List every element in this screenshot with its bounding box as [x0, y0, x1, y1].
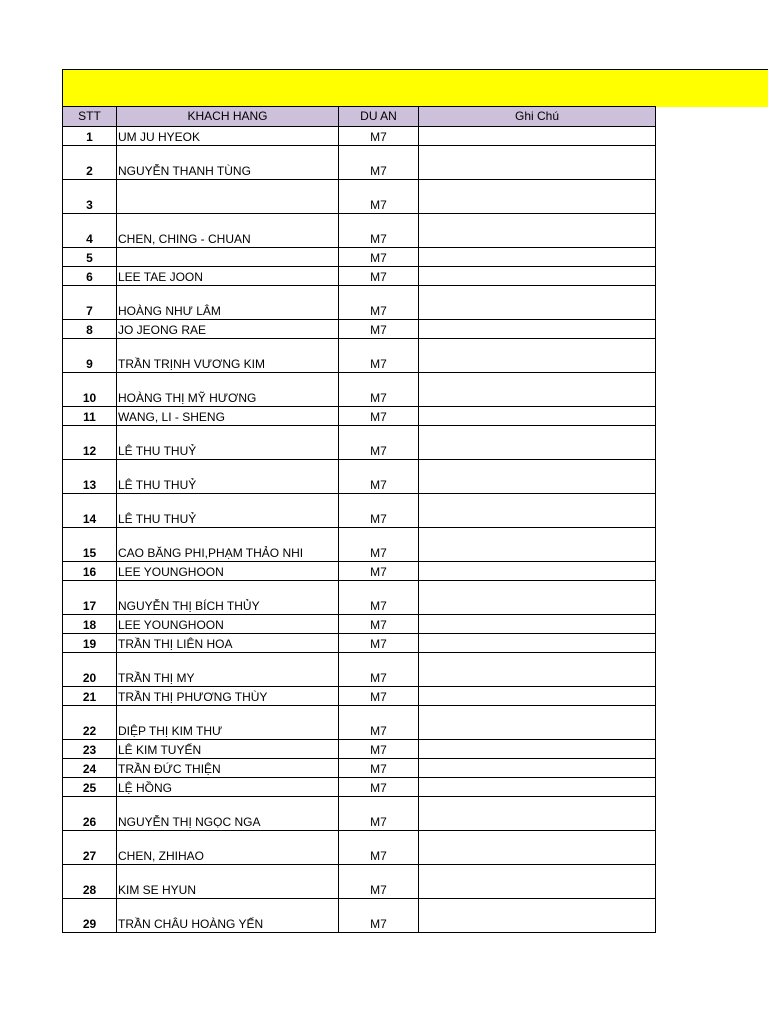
cell-project[interactable]: M7: [339, 687, 419, 706]
table-row: [63, 562, 656, 581]
cell-project[interactable]: M7: [339, 248, 419, 267]
table-row: [63, 653, 656, 687]
table-row: [63, 778, 656, 797]
cell-note[interactable]: [419, 899, 656, 933]
table-row: [63, 831, 656, 865]
cell-note[interactable]: [419, 320, 656, 339]
table-row: [63, 267, 656, 286]
cell-customer[interactable]: HOÀNG THỊ MỸ HƯƠNG: [117, 373, 339, 407]
cell-stt[interactable]: 16: [63, 562, 117, 581]
cell-project[interactable]: M7: [339, 407, 419, 426]
cell-note[interactable]: [419, 653, 656, 687]
cell-stt[interactable]: 5: [63, 248, 117, 267]
cell-project[interactable]: M7: [339, 286, 419, 320]
cell-project[interactable]: M7: [339, 634, 419, 653]
cell-stt[interactable]: 14: [63, 494, 117, 528]
cell-customer[interactable]: LỆ HỒNG: [117, 778, 339, 797]
cell-project[interactable]: M7: [339, 320, 419, 339]
header-customer[interactable]: KHACH HANG: [117, 107, 339, 127]
cell-project[interactable]: M7: [339, 581, 419, 615]
cell-customer[interactable]: NGUYỄN THANH TÙNG: [117, 146, 339, 180]
cell-project[interactable]: M7: [339, 759, 419, 778]
table-row: [63, 865, 656, 899]
table-row: [63, 460, 656, 494]
cell-stt[interactable]: 26: [63, 797, 117, 831]
table-row: [63, 286, 656, 320]
header-project[interactable]: DU AN: [339, 107, 419, 127]
cell-project[interactable]: M7: [339, 373, 419, 407]
cell-stt[interactable]: 18: [63, 615, 117, 634]
cell-stt[interactable]: 20: [63, 653, 117, 687]
cell-note[interactable]: [419, 740, 656, 759]
table-row: [63, 146, 656, 180]
cell-project[interactable]: M7: [339, 528, 419, 562]
cell-project[interactable]: M7: [339, 865, 419, 899]
cell-stt[interactable]: 23: [63, 740, 117, 759]
table-row: [63, 214, 656, 248]
cell-customer[interactable]: WANG, LI - SHENG: [117, 407, 339, 426]
cell-note[interactable]: [419, 562, 656, 581]
cell-project[interactable]: M7: [339, 706, 419, 740]
cell-stt[interactable]: 27: [63, 831, 117, 865]
cell-stt[interactable]: 11: [63, 407, 117, 426]
table-row: [63, 373, 656, 407]
cell-stt[interactable]: 22: [63, 706, 117, 740]
cell-note[interactable]: [419, 615, 656, 634]
cell-note[interactable]: [419, 286, 656, 320]
cell-note[interactable]: [419, 180, 656, 214]
cell-stt[interactable]: 10: [63, 373, 117, 407]
cell-stt[interactable]: 12: [63, 426, 117, 460]
table-row: [63, 320, 656, 339]
cell-customer[interactable]: NGUYỄN THỊ NGỌC NGA: [117, 797, 339, 831]
cell-note[interactable]: [419, 407, 656, 426]
cell-note[interactable]: [419, 778, 656, 797]
customer-table: [62, 106, 656, 933]
cell-note[interactable]: [419, 248, 656, 267]
cell-note[interactable]: [419, 460, 656, 494]
cell-stt[interactable]: 9: [63, 339, 117, 373]
cell-stt[interactable]: 28: [63, 865, 117, 899]
cell-customer[interactable]: LÊ THU THUỶ: [117, 426, 339, 460]
cell-project[interactable]: M7: [339, 180, 419, 214]
cell-customer[interactable]: CHEN, CHING - CHUAN: [117, 214, 339, 248]
header-note[interactable]: Ghi Chú: [419, 107, 656, 127]
cell-note[interactable]: [419, 127, 656, 146]
cell-note[interactable]: [419, 214, 656, 248]
table-row: [63, 127, 656, 146]
cell-customer[interactable]: UM JU HYEOK: [117, 127, 339, 146]
cell-note[interactable]: [419, 831, 656, 865]
cell-note[interactable]: [419, 339, 656, 373]
cell-note[interactable]: [419, 146, 656, 180]
cell-customer[interactable]: LÊ THU THUỶ: [117, 494, 339, 528]
cell-project[interactable]: M7: [339, 339, 419, 373]
cell-project[interactable]: M7: [339, 267, 419, 286]
cell-customer[interactable]: TRẦN ĐỨC THIỆN: [117, 759, 339, 778]
table-row: [63, 528, 656, 562]
cell-customer[interactable]: DIỆP THỊ KIM THƯ: [117, 706, 339, 740]
cell-project[interactable]: M7: [339, 797, 419, 831]
cell-project[interactable]: M7: [339, 831, 419, 865]
cell-stt[interactable]: 6: [63, 267, 117, 286]
cell-stt[interactable]: 13: [63, 460, 117, 494]
table-row: [63, 581, 656, 615]
cell-project[interactable]: M7: [339, 146, 419, 180]
cell-stt[interactable]: 7: [63, 286, 117, 320]
table-row: [63, 797, 656, 831]
cell-project[interactable]: M7: [339, 127, 419, 146]
table-body: [63, 127, 656, 933]
cell-customer[interactable]: LÊ THU THUỶ: [117, 460, 339, 494]
cell-note[interactable]: [419, 634, 656, 653]
cell-customer[interactable]: CAO BĂNG PHI,PHẠM THẢO NHI: [117, 528, 339, 562]
title-bar: [62, 69, 768, 107]
cell-project[interactable]: M7: [339, 899, 419, 933]
cell-stt[interactable]: 19: [63, 634, 117, 653]
cell-stt[interactable]: 3: [63, 180, 117, 214]
cell-stt[interactable]: 25: [63, 778, 117, 797]
cell-customer[interactable]: HOÀNG NHƯ LÂM: [117, 286, 339, 320]
cell-stt[interactable]: 4: [63, 214, 117, 248]
cell-customer[interactable]: LÊ KIM TUYẾN: [117, 740, 339, 759]
cell-stt[interactable]: 15: [63, 528, 117, 562]
cell-project[interactable]: M7: [339, 214, 419, 248]
cell-customer[interactable]: [117, 180, 339, 214]
table-row: [63, 687, 656, 706]
table-row: [63, 899, 656, 933]
cell-customer[interactable]: TRẦN THỊ LIÊN HOA: [117, 634, 339, 653]
table-row: [63, 180, 656, 214]
cell-stt[interactable]: 2: [63, 146, 117, 180]
table-row: [63, 248, 656, 267]
cell-note[interactable]: [419, 581, 656, 615]
table-row: [63, 407, 656, 426]
cell-note[interactable]: [419, 797, 656, 831]
cell-customer[interactable]: TRẦN TRỊNH VƯƠNG KIM: [117, 339, 339, 373]
table-row: [63, 426, 656, 460]
cell-note[interactable]: [419, 373, 656, 407]
cell-project[interactable]: M7: [339, 426, 419, 460]
cell-note[interactable]: [419, 865, 656, 899]
cell-project[interactable]: M7: [339, 615, 419, 634]
cell-stt[interactable]: 21: [63, 687, 117, 706]
cell-customer[interactable]: LEE YOUNGHOON: [117, 615, 339, 634]
cell-stt[interactable]: 24: [63, 759, 117, 778]
table-row: [63, 706, 656, 740]
cell-note[interactable]: [419, 494, 656, 528]
cell-note[interactable]: [419, 528, 656, 562]
cell-stt[interactable]: 17: [63, 581, 117, 615]
header-row: [63, 107, 656, 127]
cell-note[interactable]: [419, 759, 656, 778]
cell-project[interactable]: M7: [339, 778, 419, 797]
cell-note[interactable]: [419, 267, 656, 286]
table-row: [63, 740, 656, 759]
cell-customer[interactable]: TRẦN CHÂU HOÀNG YẾN: [117, 899, 339, 933]
cell-customer[interactable]: [117, 248, 339, 267]
cell-project[interactable]: M7: [339, 740, 419, 759]
cell-project[interactable]: M7: [339, 562, 419, 581]
cell-customer[interactable]: TRẦN THỊ MY: [117, 653, 339, 687]
cell-stt[interactable]: 1: [63, 127, 117, 146]
cell-customer[interactable]: JO JEONG RAE: [117, 320, 339, 339]
cell-customer[interactable]: TRẦN THỊ PHƯƠNG THÙY: [117, 687, 339, 706]
cell-customer[interactable]: LEE TAE JOON: [117, 267, 339, 286]
table-row: [63, 615, 656, 634]
table-row: [63, 339, 656, 373]
cell-note[interactable]: [419, 426, 656, 460]
cell-customer[interactable]: KIM SE HYUN: [117, 865, 339, 899]
cell-project[interactable]: M7: [339, 653, 419, 687]
cell-stt[interactable]: 29: [63, 899, 117, 933]
cell-customer[interactable]: LEE YOUNGHOON: [117, 562, 339, 581]
table-row: [63, 634, 656, 653]
cell-customer[interactable]: CHEN, ZHIHAO: [117, 831, 339, 865]
cell-project[interactable]: M7: [339, 494, 419, 528]
table-row: [63, 494, 656, 528]
cell-note[interactable]: [419, 687, 656, 706]
cell-customer[interactable]: NGUYỄN THỊ BÍCH THỦY: [117, 581, 339, 615]
cell-stt[interactable]: 8: [63, 320, 117, 339]
cell-note[interactable]: [419, 706, 656, 740]
header-stt[interactable]: STT: [63, 107, 117, 127]
cell-project[interactable]: M7: [339, 460, 419, 494]
table-row: [63, 759, 656, 778]
